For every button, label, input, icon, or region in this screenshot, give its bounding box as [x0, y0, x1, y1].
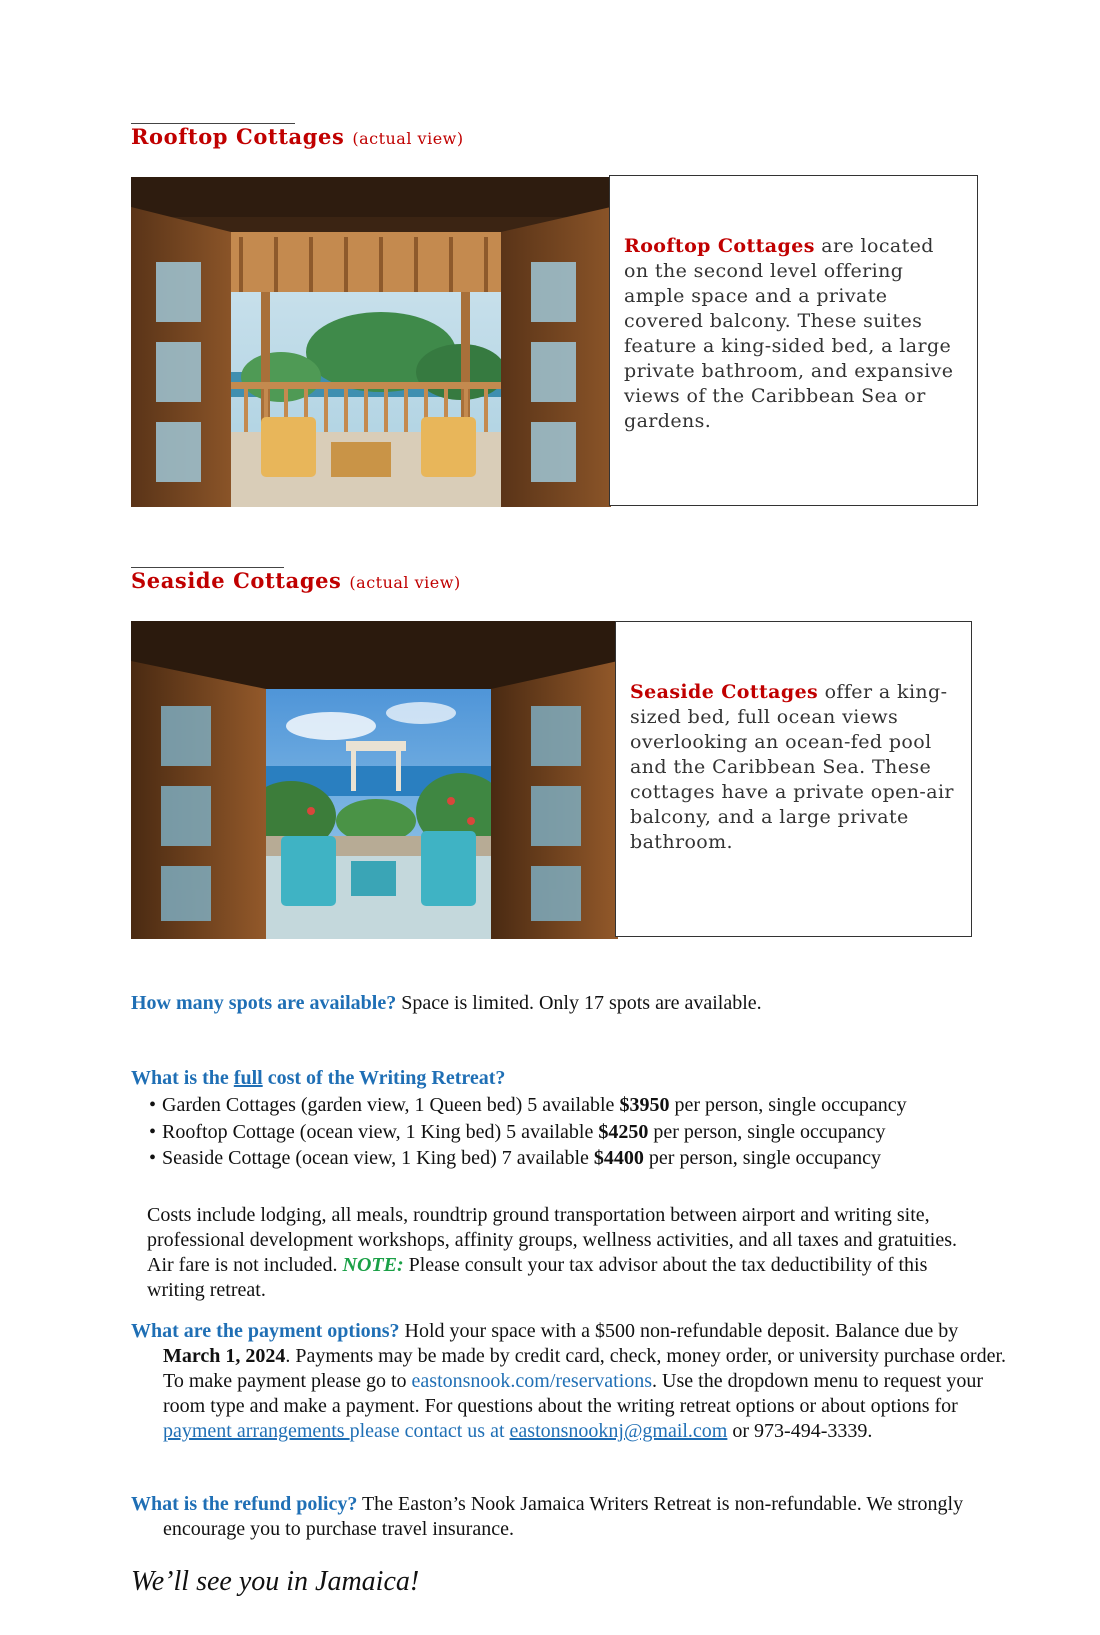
cost-item-price: $3950: [619, 1094, 670, 1116]
cost-item-suffix: per person, single occupancy: [648, 1120, 886, 1143]
seaside-description-name: Seaside Cottages: [630, 681, 819, 703]
payment-text-3: . Use the dropdown menu to request your room type and make a payment. For questions about the writing retreat options or about options for: [163, 1370, 984, 1417]
payment-question: What are the payment options?: [131, 1320, 400, 1342]
rooftop-description: [624, 234, 964, 434]
spots-paragraph: [131, 991, 1011, 1016]
cost-item-text: Garden Cottages (garden view, 1 Queen bed) 5 available: [162, 1094, 620, 1116]
cost-question: [131, 1066, 1011, 1091]
refund-answer: The Easton’s Nook Jamaica Writers Retreat is non-refundable. We strongly encourage you to purchase travel insurance.: [163, 1493, 964, 1540]
payment-arrangements-link[interactable]: payment arrangements: [163, 1420, 350, 1442]
cost-item-seaside: [149, 1145, 1029, 1172]
cost-item-price: $4400: [593, 1147, 644, 1169]
seaside-description-text: offer a king-sized bed, full ocean views overlooking an ocean-fed pool and the Caribbean Sea. These cottages have a private open-air balcony, and a large private bathroom.: [630, 681, 954, 853]
seaside-heading: [131, 568, 461, 593]
payment-text-5: or 973-494-3339.: [727, 1420, 873, 1442]
refund-question: What is the refund policy?: [131, 1493, 358, 1515]
closing-line: We’ll see you in Jamaica!: [131, 1566, 420, 1597]
spots-question: How many spots are available?: [131, 992, 397, 1014]
cost-item-suffix: per person, single occupancy: [669, 1094, 907, 1116]
rooftop-heading: [131, 124, 464, 149]
cost-item-text: Seaside Cottage (ocean view, 1 King bed) 7 available: [162, 1147, 594, 1169]
payment-text-1: Hold your space with a $500 non-refundable deposit. Balance due by: [399, 1320, 959, 1342]
cost-question-full: full: [233, 1067, 263, 1089]
rooftop-description-name: Rooftop Cottages: [624, 235, 815, 257]
cost-note-text: Please consult your tax advisor about the tax deductibility of this writing retreat.: [147, 1254, 928, 1301]
cost-includes-paragraph: [147, 1203, 987, 1303]
payment-due-date: March 1, 2024: [163, 1345, 286, 1367]
refund-paragraph: [131, 1492, 1013, 1542]
payment-text-4: please contact us at: [349, 1420, 510, 1442]
rooftop-title: Rooftop Cottages: [131, 124, 345, 149]
payment-paragraph: [131, 1319, 1013, 1444]
cost-item-rooftop: [149, 1119, 1029, 1146]
cost-question-after: cost of the Writing Retreat?: [262, 1067, 506, 1089]
rooftop-description-text: are located on the second level offering ample space and a private covered balcony. These suites feature a king-sided bed, a large private bathroom, and expansive views of the Caribbean Sea or gardens.: [624, 235, 954, 432]
seaside-description: [630, 680, 955, 855]
cost-item-suffix: per person, single occupancy: [643, 1147, 882, 1169]
seaside-title: Seaside Cottages: [131, 568, 342, 593]
spots-answer: Space is limited. Only 17 spots are available.: [396, 992, 762, 1014]
cost-item-garden: [149, 1092, 1029, 1119]
cost-question-before: What is the: [131, 1067, 234, 1089]
reservations-link[interactable]: eastonsnook.com/reservations: [411, 1370, 653, 1392]
rooftop-photo: [131, 177, 611, 507]
cost-item-price: $4250: [598, 1120, 649, 1143]
cost-item-text: Rooftop Cottage (ocean view, 1 King bed) 5 available: [162, 1120, 599, 1143]
cost-list: [149, 1092, 1029, 1172]
rooftop-actual-view: (actual view): [352, 129, 464, 148]
cost-note-label: NOTE:: [342, 1254, 404, 1276]
contact-email-link[interactable]: eastonsnooknj@gmail.com: [509, 1420, 728, 1442]
cost-includes-text: Costs include lodging, all meals, roundtrip ground transportation between airport and writing site, professional development workshops, affinity groups, wellness activities, and all taxes and gratuities. Air fare is not included.: [147, 1204, 958, 1276]
seaside-photo: [131, 621, 618, 939]
seaside-actual-view: (actual view): [349, 573, 461, 592]
payment-text-2: . Payments may be made by credit card, check, money order, or university purchase order. To make payment please go to: [163, 1345, 1007, 1392]
